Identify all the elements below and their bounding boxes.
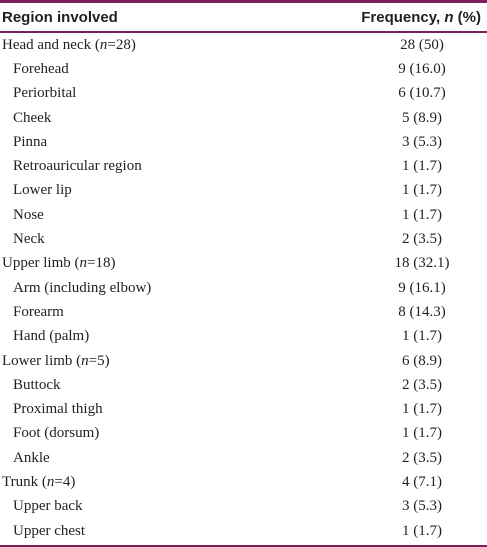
table-row-region-group <box>0 349 487 373</box>
frequency-value: 9 (16.0) <box>398 60 446 77</box>
table-row-subregion <box>0 57 487 81</box>
table-row-subregion <box>0 130 487 154</box>
frequency-value: 28 (50) <box>400 36 444 53</box>
table-row-subregion <box>0 82 487 106</box>
frequency-value: 1 (1.7) <box>402 158 442 175</box>
region-label: Retroauricular region <box>13 158 142 175</box>
table-row-subregion <box>0 227 487 251</box>
frequency-value: 1 (1.7) <box>402 522 442 539</box>
region-label: Upper chest <box>13 522 86 539</box>
region-group-n: n <box>46 473 55 490</box>
frequency-value: 18 (32.1) <box>394 255 450 272</box>
region-group-name: Upper limb ( <box>2 255 80 272</box>
region-label <box>0 474 75 491</box>
region-group-count: =28) <box>107 36 136 53</box>
frequency-header-n: n <box>444 8 454 26</box>
frequency-value: 6 (10.7) <box>398 85 446 102</box>
region-label: Nose <box>13 206 44 223</box>
frequency-value: 5 (8.9) <box>402 109 442 126</box>
region-group-count: =18) <box>86 255 116 272</box>
frequency-value: 6 (8.9) <box>402 352 442 369</box>
table-row-region-group <box>0 252 487 276</box>
region-label: Ankle <box>13 449 50 466</box>
region-group-count: =4) <box>54 473 76 490</box>
frequency-header-suffix: (%) <box>453 8 481 26</box>
region-label: Lower lip <box>13 182 72 199</box>
frequency-value: 8 (14.3) <box>398 303 446 320</box>
frequency-value: 1 (1.7) <box>402 425 442 442</box>
region-group-count: =5) <box>88 352 110 369</box>
region-label: Arm (including elbow) <box>13 279 152 296</box>
table-row-subregion <box>0 373 487 397</box>
frequency-value: 2 (3.5) <box>402 376 442 393</box>
frequency-value: 3 (5.3) <box>402 133 442 150</box>
table-row-subregion <box>0 276 487 300</box>
region-group-n: n <box>99 36 108 53</box>
region-label: Forehead <box>13 60 69 77</box>
region-group-n: n <box>79 255 87 272</box>
table-row-subregion <box>0 179 487 203</box>
region-group-n: n <box>81 352 89 369</box>
frequency-header-prefix: Frequency, <box>361 8 445 26</box>
region-group-name: Head and neck ( <box>2 36 100 53</box>
table-row-subregion <box>0 446 487 470</box>
frequency-column-header <box>361 9 483 26</box>
region-label: Proximal thigh <box>13 401 103 418</box>
table-row-subregion <box>0 495 487 519</box>
table-row-subregion <box>0 325 487 349</box>
frequency-value: 2 (3.5) <box>402 231 442 248</box>
region-label <box>0 255 115 272</box>
region-label: Foot (dorsum) <box>13 425 100 442</box>
frequency-value: 1 (1.7) <box>402 401 442 418</box>
frequency-value: 3 (5.3) <box>402 498 442 515</box>
region-label <box>0 37 136 54</box>
frequency-value: 2 (3.5) <box>402 449 442 466</box>
region-label <box>0 353 110 370</box>
table-row-subregion <box>0 154 487 178</box>
table-header-row <box>0 3 487 33</box>
table-row-subregion <box>0 519 487 543</box>
frequency-value: 1 (1.7) <box>402 206 442 223</box>
table-row-region-group <box>0 33 487 57</box>
region-label: Cheek <box>13 109 52 126</box>
frequency-value: 9 (16.1) <box>398 279 446 296</box>
region-label: Neck <box>13 231 45 248</box>
region-group-name: Trunk ( <box>2 473 47 490</box>
table-row-subregion <box>0 106 487 130</box>
table-row-subregion <box>0 397 487 421</box>
region-label: Periorbital <box>13 85 77 102</box>
region-label: Upper back <box>13 498 83 515</box>
region-label: Hand (palm) <box>13 328 90 345</box>
region-group-name: Lower limb ( <box>2 352 82 369</box>
region-label: Forearm <box>13 303 64 320</box>
table-row-subregion <box>0 300 487 324</box>
region-label: Buttock <box>13 376 61 393</box>
frequency-value: 1 (1.7) <box>402 182 442 199</box>
table-row-subregion <box>0 422 487 446</box>
frequency-value: 1 (1.7) <box>402 328 442 345</box>
frequency-value: 4 (7.1) <box>402 473 442 490</box>
region-label: Pinna <box>13 133 48 150</box>
region-column-header: Region involved <box>2 8 118 26</box>
table-body <box>0 33 487 543</box>
table-row-region-group <box>0 470 487 494</box>
table-row-subregion <box>0 203 487 227</box>
